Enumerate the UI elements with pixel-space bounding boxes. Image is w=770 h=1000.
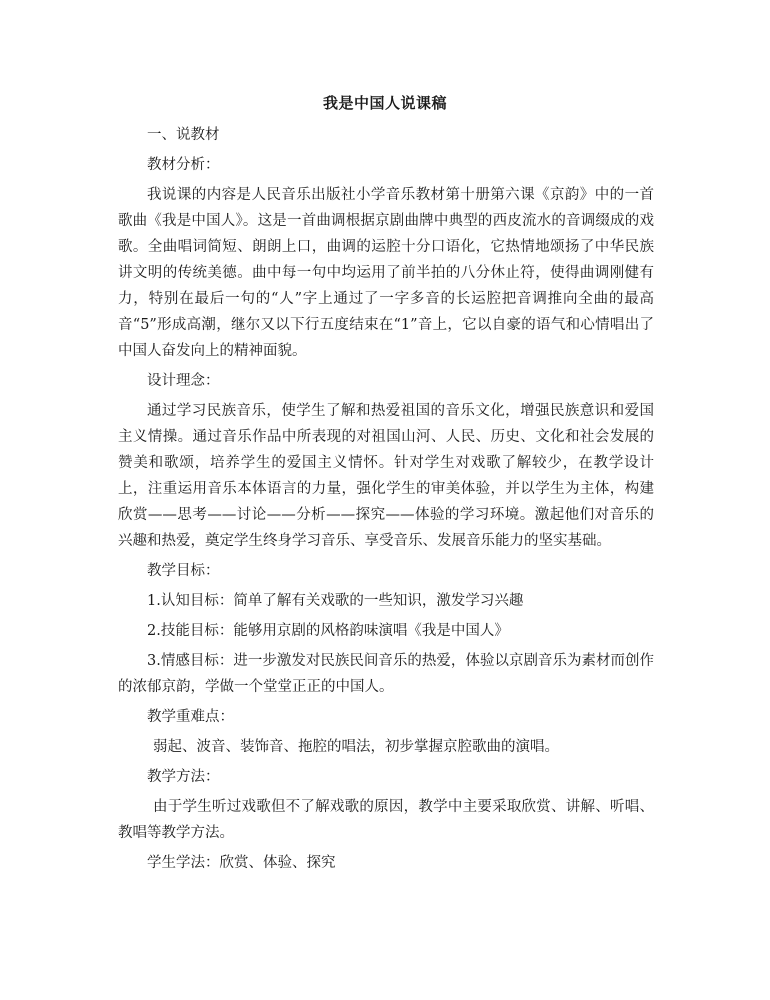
paragraph-design-concept: 通过学习民族音乐，使学生了解和热爱祖国的音乐文化，增强民族意识和爱国主义情操。通过音乐作品中所表现的对祖国山河、人民、历史、文化和社会发展的赞美和歌颂，培养学生的爱国主义情怀。针对学生对戏歌了解较少，在教学设计上，注重运用音乐本体语言的力量，强化学生的审美体验，并以学生为主体，构建欣赏——思考——讨论——分析——探究——体验的学习环境。激起他们对音乐的兴趣和热爱，奠定学生终身学习音乐、享受音乐、发展音乐能力的坚实基础。	[118, 403, 654, 549]
document-title: 我是中国人说课稿	[322, 94, 447, 112]
goal-item-cognitive: 1.认知目标：简单了解有关戏歌的一些知识，激发学习兴趣	[147, 593, 524, 609]
paragraph-key-points: 弱起、波音、装饰音、拖腔的唱法，初步掌握京腔歌曲的演唱。	[153, 739, 559, 755]
subheading-textbook-analysis: 教材分析：	[147, 157, 220, 173]
subheading-teaching-methods: 教学方法：	[147, 769, 220, 785]
goal-item-skill: 2.技能目标：能够用京剧的风格韵味演唱《我是中国人》	[147, 623, 509, 639]
paragraph-learning-methods: 学生学法：欣赏、体验、探究	[147, 855, 336, 871]
paragraph-textbook-analysis: 我说课的内容是人民音乐出版社小学音乐教材第十册第六课《京韵》中的一首歌曲《我是中国人》。这是一首曲调根据京剧曲牌中典型的西皮流水的音调缀成的戏歌。全曲唱词简短、朗朗上口，曲调的运腔十分口语化，它热情地颂扬了中华民族讲文明的传统美德。曲中每一句中均运用了前半拍的八分休止符，使得曲调刚健有力，特别在最后一句的“人”字上通过了一字多音的长运腔把音调推向全曲的最高音“5”形成高潮，继尔又以下行五度结束在“1”音上，它以自豪的语气和心情唱出了中国人奋发向上的精神面貌。	[118, 187, 654, 359]
subheading-teaching-goals: 教学目标：	[147, 563, 220, 579]
section-heading: 一、说教材	[147, 127, 220, 143]
subheading-key-points: 教学重难点：	[147, 709, 234, 725]
paragraph-teaching-methods: 由于学生听过戏歌但不了解戏歌的原因，教学中主要采取欣赏、讲解、听唱、教唱等教学方法。	[118, 799, 654, 841]
goal-item-emotion: 3.情感目标：进一步激发对民族民间音乐的热爱，体验以京剧音乐为素材而创作的浓郁京韵，学做一个堂堂正正的中国人。	[118, 653, 654, 695]
document-body	[118, 122, 654, 880]
subheading-design-concept: 设计理念：	[147, 373, 220, 389]
